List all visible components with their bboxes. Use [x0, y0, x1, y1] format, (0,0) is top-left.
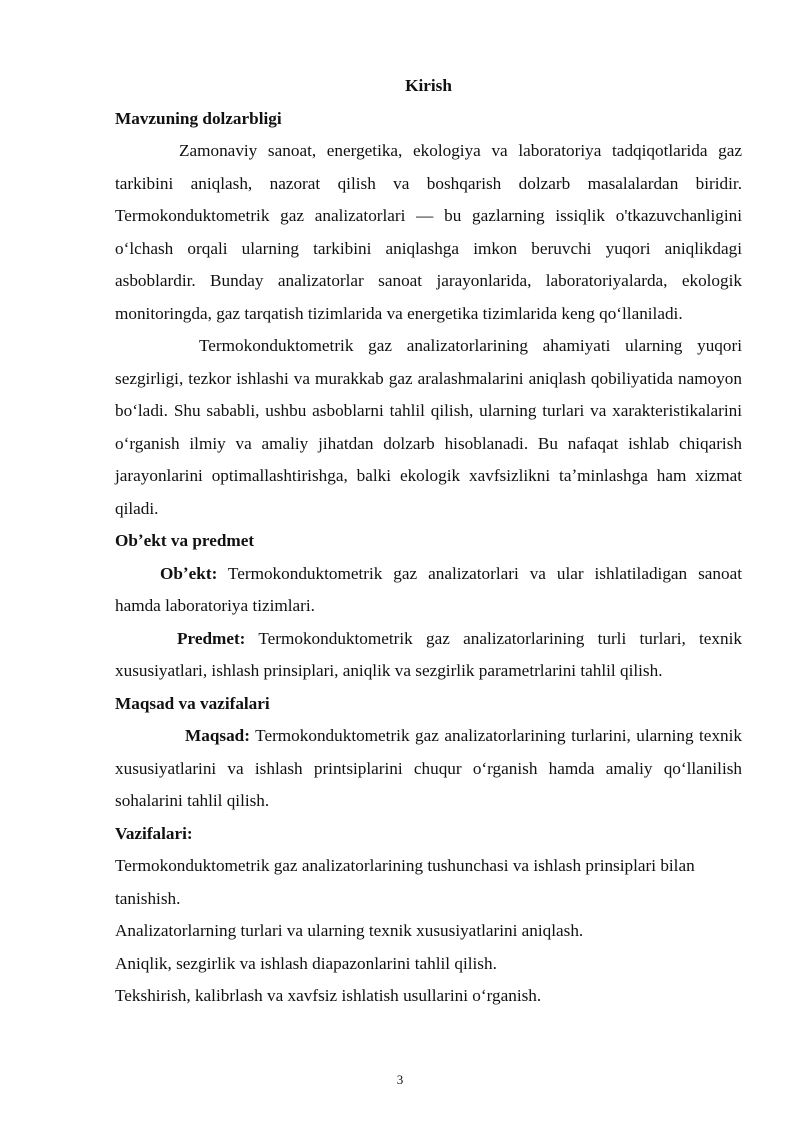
object-text: Termokonduktometrik gaz analizatorlari va ular ishlatiladigan sanoat hamda laboratoriya tizimlari. [115, 563, 742, 615]
document-page [115, 70, 742, 1013]
task-item-2: Analizatorlarning turlari va ularning texnik xususiyatlarini aniqlash. [115, 921, 584, 940]
subject-text: Termokonduktometrik gaz analizatorlarining turli turlari, texnik xususiyatlari, ishlash prinsiplari, aniqlik va sezgirlik parametrlarini tahlil qilish. [115, 628, 742, 680]
paragraph-subject [115, 623, 742, 688]
task-item-4: Tekshirish, kalibrlash va xavfsiz ishlatish usullarini oʻrganish. [115, 986, 542, 1005]
page-number: 3 [396, 1072, 404, 1087]
paragraph-goal [115, 720, 742, 818]
paragraph-relevance-2: Termokonduktometrik gaz analizatorlarining ahamiyati ularning yuqori sezgirligi, tezkor ishlashi va murakkab gaz aralashmalarini aniqlash qobiliyatida namoyon boʻladi. Shu sababli, ushbu asboblarni tahlil qilish, ularning turlari va xarakteristikalarini oʻrganish ilmiy va amaliy jihatdan dolzarb hisoblanadi. Bu nafaqat ishlab chiqarish jarayonlarini optimallashtirishga, balki ekologik xavfsizlikni taʼminlashga ham xizmat qiladi. [115, 336, 742, 518]
goal-label: Maqsad: [185, 726, 250, 745]
document-title: Kirish [405, 76, 452, 95]
heading-object-subject: Obʼekt va predmet [115, 531, 255, 550]
heading-relevance: Mavzuning dolzarbligi [115, 108, 282, 128]
task-item-3: Aniqlik, sezgirlik va ishlash diapazonlarini tahlil qilish. [115, 953, 497, 973]
task-item-1: Termokonduktometrik gaz analizatorlarining tushunchasi va ishlash prinsiplari bilan tanishish. [115, 856, 695, 908]
heading-tasks: Vazifalari: [115, 823, 193, 843]
paragraph-relevance-1: Zamonaviy sanoat, energetika, ekologiya va laboratoriya tadqiqotlarida gaz tarkibini aniqlash, nazorat qilish va boshqarish dolzarb masalalardan biridir. Termokonduktometrik gaz analizatorlari — bu gazlarning issiqlik o'tkazuvchanligini oʻlchash orqali ularning tarkibini aniqlashga imkon beruvchi yuqori aniqlikdagi asboblardir. Bunday analizatorlar sanoat jarayonlarida, laboratoriyalarda, ekologik monitoringda, gaz tarqatish tizimlarida va energetika tizimlarida keng qoʻllaniladi. [115, 141, 742, 323]
paragraph-object [115, 558, 742, 623]
object-label: Obʼekt: [160, 563, 218, 583]
goal-text: Termokonduktometrik gaz analizatorlarining turlarini, ularning texnik xususiyatlarini va ishlash printsiplarini chuqur oʻrganish hamda amaliy qoʻllanilish sohalarini tahlil qilish. [115, 726, 742, 810]
subject-label: Predmet: [177, 628, 246, 648]
heading-goals: Maqsad va vazifalari [115, 693, 270, 713]
